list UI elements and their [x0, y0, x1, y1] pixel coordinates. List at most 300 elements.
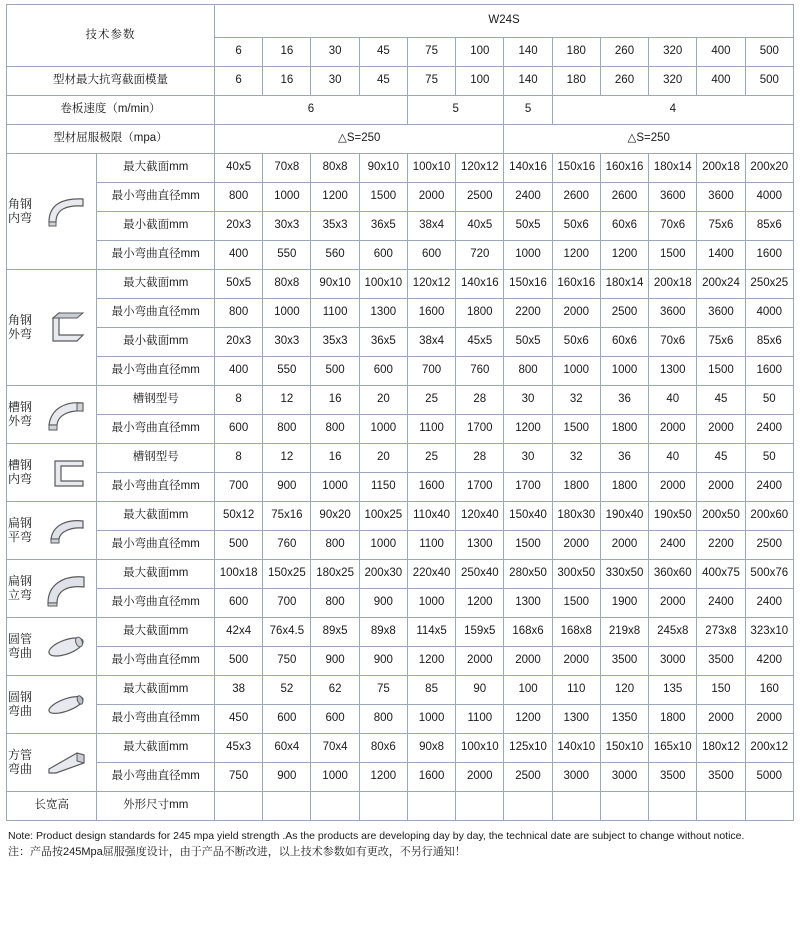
data-cell: 220x40: [407, 560, 455, 589]
data-cell: 160x16: [552, 270, 600, 299]
data-cell: 120x12: [407, 270, 455, 299]
data-cell: 2500: [600, 299, 648, 328]
data-cell: 50x5: [215, 270, 263, 299]
footer-cell: [504, 792, 552, 821]
data-cell: 1200: [359, 763, 407, 792]
data-cell: 1200: [311, 183, 359, 212]
row-label: 槽钢型号: [97, 386, 215, 415]
data-cell: 38x4: [407, 212, 455, 241]
group-name-text: 扁钢 立弯: [7, 573, 32, 602]
group-label-angle-steel-inner-bend: [7, 154, 97, 270]
info-cell: 180: [552, 67, 600, 96]
data-cell: 250x25: [745, 270, 793, 299]
row-label: 最小弯曲直径mm: [97, 183, 215, 212]
model-column-header: 100: [456, 38, 504, 67]
data-cell: 3500: [697, 647, 745, 676]
group-name-text: 槽钢 内弯: [7, 457, 32, 486]
data-cell: 1500: [504, 531, 552, 560]
info-cell-span: △S=250: [215, 125, 504, 154]
data-cell: 110: [552, 676, 600, 705]
data-cell: 40: [649, 386, 697, 415]
footer-row-label: 外形尺寸mm: [97, 792, 215, 821]
data-row: [7, 589, 794, 618]
data-cell: 85x6: [745, 212, 793, 241]
data-cell: 550: [263, 357, 311, 386]
row-label: 最小弯曲直径mm: [97, 647, 215, 676]
model-series-label: W24S: [215, 5, 794, 38]
group-label-square-pipe-bend: [7, 734, 97, 792]
data-cell: 200x12: [745, 734, 793, 763]
info-row-label: 型材屈服极限（mpa）: [7, 125, 215, 154]
data-cell: 150x16: [504, 270, 552, 299]
data-cell: 12: [263, 444, 311, 473]
data-cell: 80x8: [263, 270, 311, 299]
data-cell: 100x10: [359, 270, 407, 299]
data-cell: 45x3: [215, 734, 263, 763]
data-cell: 900: [359, 647, 407, 676]
model-column-header: 16: [263, 38, 311, 67]
data-cell: 1300: [359, 299, 407, 328]
data-cell: 600: [215, 589, 263, 618]
data-cell: 1100: [407, 415, 455, 444]
data-cell: 120: [600, 676, 648, 705]
model-column-header: 400: [697, 38, 745, 67]
info-cell: 100: [456, 67, 504, 96]
data-cell: 3600: [649, 183, 697, 212]
data-cell: 3000: [552, 763, 600, 792]
footer-cell: [649, 792, 697, 821]
row-label: 最大截面mm: [97, 676, 215, 705]
data-cell: 150x40: [504, 502, 552, 531]
footer-cell: [456, 792, 504, 821]
data-row: [7, 502, 794, 531]
group-name-text: 圆管 弯曲: [7, 631, 32, 660]
data-cell: 70x6: [649, 328, 697, 357]
data-cell: 1600: [407, 299, 455, 328]
data-cell: 1000: [407, 589, 455, 618]
data-row: [7, 212, 794, 241]
data-cell: 100x10: [407, 154, 455, 183]
data-cell: 180x25: [311, 560, 359, 589]
data-row: [7, 299, 794, 328]
data-cell: 500: [215, 531, 263, 560]
data-row: [7, 328, 794, 357]
data-cell: 28: [456, 386, 504, 415]
data-cell: 800: [359, 705, 407, 734]
data-cell: 560: [311, 241, 359, 270]
data-cell: 500x76: [745, 560, 793, 589]
header-row-title: [7, 5, 794, 38]
data-cell: 1000: [504, 241, 552, 270]
data-cell: 200x18: [697, 154, 745, 183]
data-cell: 8: [215, 386, 263, 415]
data-cell: 1500: [359, 183, 407, 212]
group-label-flat-steel-flat-bend: [7, 502, 97, 560]
data-cell: 140x16: [456, 270, 504, 299]
data-cell: 70x6: [649, 212, 697, 241]
data-cell: 50: [745, 386, 793, 415]
data-cell: 273x8: [697, 618, 745, 647]
data-cell: 3500: [649, 763, 697, 792]
data-cell: 100x25: [359, 502, 407, 531]
data-cell: 20x3: [215, 212, 263, 241]
data-cell: 20: [359, 386, 407, 415]
data-cell: 2500: [745, 531, 793, 560]
data-cell: 1150: [359, 473, 407, 502]
data-cell: 2400: [649, 531, 697, 560]
data-cell: 16: [311, 386, 359, 415]
data-cell: 1000: [552, 357, 600, 386]
group-label-flat-steel-edge-bend: [7, 560, 97, 618]
data-cell: 600: [215, 415, 263, 444]
data-cell: 2500: [456, 183, 504, 212]
data-cell: 8: [215, 444, 263, 473]
data-cell: 168x6: [504, 618, 552, 647]
data-cell: 2400: [504, 183, 552, 212]
data-cell: 45x5: [456, 328, 504, 357]
row-label: 最大截面mm: [97, 502, 215, 531]
data-cell: 400x75: [697, 560, 745, 589]
row-label: 最小弯曲直径mm: [97, 415, 215, 444]
data-cell: 2200: [697, 531, 745, 560]
data-cell: 3500: [600, 647, 648, 676]
data-cell: 2000: [504, 647, 552, 676]
group-name-text: 角钢 外弯: [7, 312, 32, 341]
data-cell: 1200: [552, 241, 600, 270]
data-cell: 114x5: [407, 618, 455, 647]
info-cell-span: 5: [504, 96, 552, 125]
row-label: 最小截面mm: [97, 328, 215, 357]
data-cell: 50x5: [504, 212, 552, 241]
note-chinese: 注：产品按245Mpa屈服强度设计，由于产品不断改进，以上技术参数如有更改，不另行通知！: [8, 846, 466, 859]
data-cell: 85x6: [745, 328, 793, 357]
data-cell: 1200: [407, 647, 455, 676]
round-steel-bend-icon: [35, 685, 96, 725]
data-cell: 800: [504, 357, 552, 386]
data-row: [7, 415, 794, 444]
data-cell: 25: [407, 444, 455, 473]
group-label-round-steel-bend: [7, 676, 97, 734]
data-cell: 180x12: [697, 734, 745, 763]
row-label: 最小弯曲直径mm: [97, 763, 215, 792]
data-cell: 150: [697, 676, 745, 705]
data-row: [7, 676, 794, 705]
data-cell: 1000: [263, 299, 311, 328]
data-cell: 2000: [456, 763, 504, 792]
data-cell: 36: [600, 444, 648, 473]
channel-steel-outer-bend-icon: [35, 395, 96, 435]
model-column-header: 6: [215, 38, 263, 67]
data-cell: 1600: [407, 763, 455, 792]
data-cell: 2000: [552, 647, 600, 676]
data-cell: 90x20: [311, 502, 359, 531]
data-cell: 135: [649, 676, 697, 705]
data-cell: 90x8: [407, 734, 455, 763]
data-cell: 4200: [745, 647, 793, 676]
group-name-text: 圆钢 弯曲: [7, 689, 32, 718]
data-cell: 89x5: [311, 618, 359, 647]
data-cell: 75x16: [263, 502, 311, 531]
data-cell: 550: [263, 241, 311, 270]
model-column-header: 140: [504, 38, 552, 67]
data-cell: 150x16: [552, 154, 600, 183]
data-cell: 2000: [600, 531, 648, 560]
data-cell: 30x3: [263, 212, 311, 241]
data-cell: 2000: [649, 473, 697, 502]
data-cell: 90x10: [311, 270, 359, 299]
angle-steel-outer-bend-icon: [35, 308, 96, 348]
data-cell: 900: [359, 589, 407, 618]
data-cell: 900: [311, 647, 359, 676]
data-cell: 100: [504, 676, 552, 705]
data-cell: 30: [504, 444, 552, 473]
data-cell: 80x8: [311, 154, 359, 183]
data-cell: 150x25: [263, 560, 311, 589]
data-cell: 38: [215, 676, 263, 705]
group-label-round-pipe-bend: [7, 618, 97, 676]
row-label: 最小弯曲直径mm: [97, 705, 215, 734]
info-cell: 45: [359, 67, 407, 96]
data-cell: 800: [263, 415, 311, 444]
specification-table: [6, 4, 794, 821]
data-cell: 600: [263, 705, 311, 734]
data-cell: 360x60: [649, 560, 697, 589]
data-cell: 70x4: [311, 734, 359, 763]
footer-cell: [215, 792, 263, 821]
data-cell: 120x12: [456, 154, 504, 183]
data-cell: 1300: [649, 357, 697, 386]
info-cell-span: 4: [552, 96, 793, 125]
data-cell: 2400: [745, 589, 793, 618]
flat-steel-flat-bend-icon: [35, 511, 96, 551]
data-cell: 75x6: [697, 328, 745, 357]
group-label-channel-steel-outer-bend: [7, 386, 97, 444]
info-row-label: 卷板速度（m/min）: [7, 96, 215, 125]
data-cell: 38x4: [407, 328, 455, 357]
data-cell: 1500: [649, 241, 697, 270]
data-cell: 2000: [552, 299, 600, 328]
footer-cell: [697, 792, 745, 821]
group-name-text: 角钢 内弯: [7, 196, 32, 225]
footer-cell: [407, 792, 455, 821]
info-cell: 260: [600, 67, 648, 96]
data-cell: 600: [407, 241, 455, 270]
data-cell: 2200: [504, 299, 552, 328]
data-cell: 760: [263, 531, 311, 560]
data-cell: 1600: [745, 357, 793, 386]
data-cell: 200x60: [745, 502, 793, 531]
data-cell: 500: [215, 647, 263, 676]
info-cell: 30: [311, 67, 359, 96]
data-cell: 75x6: [697, 212, 745, 241]
data-cell: 2600: [600, 183, 648, 212]
data-cell: 60x6: [600, 212, 648, 241]
info-row: [7, 96, 794, 125]
data-cell: 280x50: [504, 560, 552, 589]
data-cell: 125x10: [504, 734, 552, 763]
data-cell: 3600: [697, 183, 745, 212]
row-label: 最小弯曲直径mm: [97, 589, 215, 618]
group-label-channel-steel-inner-bend: [7, 444, 97, 502]
data-cell: 200x24: [697, 270, 745, 299]
data-cell: 50x6: [552, 328, 600, 357]
data-row: [7, 154, 794, 183]
footer-cell: [359, 792, 407, 821]
data-cell: 3600: [649, 299, 697, 328]
data-cell: 20: [359, 444, 407, 473]
info-cell: 75: [407, 67, 455, 96]
data-row: [7, 647, 794, 676]
row-label: 最小弯曲直径mm: [97, 357, 215, 386]
info-cell: 6: [215, 67, 263, 96]
row-label: 最小弯曲直径mm: [97, 473, 215, 502]
data-cell: 4000: [745, 183, 793, 212]
data-cell: 400: [215, 241, 263, 270]
data-cell: 1000: [600, 357, 648, 386]
data-cell: 700: [407, 357, 455, 386]
data-cell: 110x40: [407, 502, 455, 531]
data-cell: 1100: [311, 299, 359, 328]
data-cell: 25: [407, 386, 455, 415]
data-cell: 168x8: [552, 618, 600, 647]
row-label: 最大截面mm: [97, 270, 215, 299]
data-cell: 200x20: [745, 154, 793, 183]
group-name-text: 扁钢 平弯: [7, 515, 32, 544]
data-cell: 180x14: [600, 270, 648, 299]
data-cell: 120x40: [456, 502, 504, 531]
data-cell: 20x3: [215, 328, 263, 357]
data-cell: 90: [456, 676, 504, 705]
data-cell: 90x10: [359, 154, 407, 183]
data-cell: 85: [407, 676, 455, 705]
data-cell: 1000: [311, 473, 359, 502]
data-cell: 76x4.5: [263, 618, 311, 647]
info-cell-span: △S=250: [504, 125, 794, 154]
model-column-header: 500: [745, 38, 793, 67]
data-cell: 36x5: [359, 328, 407, 357]
data-cell: 160x16: [600, 154, 648, 183]
data-cell: 2000: [407, 183, 455, 212]
data-cell: 160: [745, 676, 793, 705]
data-cell: 1800: [600, 473, 648, 502]
data-cell: 2000: [649, 415, 697, 444]
group-label-angle-steel-outer-bend: [7, 270, 97, 386]
square-pipe-bend-icon: [35, 743, 96, 783]
data-row: [7, 357, 794, 386]
data-cell: 1200: [600, 241, 648, 270]
data-cell: 1200: [504, 705, 552, 734]
data-row: [7, 734, 794, 763]
round-pipe-bend-icon: [35, 627, 96, 667]
data-cell: 1300: [504, 589, 552, 618]
data-cell: 300x50: [552, 560, 600, 589]
footer-cell: [263, 792, 311, 821]
channel-steel-inner-bend-icon: [35, 453, 96, 493]
footer-row: [7, 792, 794, 821]
data-cell: 750: [215, 763, 263, 792]
footer-cell: [600, 792, 648, 821]
data-cell: 2000: [552, 531, 600, 560]
data-cell: 30x3: [263, 328, 311, 357]
data-cell: 700: [263, 589, 311, 618]
data-cell: 1600: [745, 241, 793, 270]
data-cell: 750: [263, 647, 311, 676]
data-cell: 400: [215, 357, 263, 386]
data-cell: 50x5: [504, 328, 552, 357]
data-cell: 900: [263, 473, 311, 502]
data-cell: 1700: [504, 473, 552, 502]
data-cell: 140x16: [504, 154, 552, 183]
data-cell: 1100: [456, 705, 504, 734]
data-cell: 200x50: [697, 502, 745, 531]
data-cell: 245x8: [649, 618, 697, 647]
data-cell: 2400: [745, 473, 793, 502]
tech-params-label: 技术参数: [7, 5, 215, 67]
data-cell: 1800: [600, 415, 648, 444]
data-cell: 323x10: [745, 618, 793, 647]
data-cell: 1800: [456, 299, 504, 328]
data-cell: 190x40: [600, 502, 648, 531]
data-cell: 30: [504, 386, 552, 415]
data-cell: 2000: [697, 415, 745, 444]
data-cell: 3000: [649, 647, 697, 676]
data-cell: 2000: [456, 647, 504, 676]
data-cell: 60x4: [263, 734, 311, 763]
data-cell: 40x5: [456, 212, 504, 241]
data-cell: 760: [456, 357, 504, 386]
data-cell: 2500: [504, 763, 552, 792]
footer-notes: [6, 828, 794, 861]
model-column-header: 260: [600, 38, 648, 67]
data-cell: 140x10: [552, 734, 600, 763]
data-row: [7, 531, 794, 560]
data-cell: 100x10: [456, 734, 504, 763]
row-label: 最小弯曲直径mm: [97, 241, 215, 270]
data-cell: 330x50: [600, 560, 648, 589]
data-cell: 32: [552, 386, 600, 415]
data-cell: 200x30: [359, 560, 407, 589]
info-cell: 500: [745, 67, 793, 96]
data-cell: 1600: [407, 473, 455, 502]
data-cell: 50x12: [215, 502, 263, 531]
data-cell: 50: [745, 444, 793, 473]
data-cell: 45: [697, 444, 745, 473]
data-cell: 1100: [407, 531, 455, 560]
row-label: 最小截面mm: [97, 212, 215, 241]
data-cell: 3500: [697, 763, 745, 792]
row-label: 最大截面mm: [97, 560, 215, 589]
data-row: [7, 705, 794, 734]
data-cell: 5000: [745, 763, 793, 792]
info-cell: 320: [649, 67, 697, 96]
data-cell: 1700: [456, 473, 504, 502]
data-cell: 900: [263, 763, 311, 792]
data-cell: 1800: [552, 473, 600, 502]
data-cell: 60x6: [600, 328, 648, 357]
data-cell: 12: [263, 386, 311, 415]
row-label: 最大截面mm: [97, 154, 215, 183]
data-cell: 159x5: [456, 618, 504, 647]
data-cell: 1900: [600, 589, 648, 618]
data-cell: 1300: [552, 705, 600, 734]
data-cell: 32: [552, 444, 600, 473]
data-cell: 1700: [456, 415, 504, 444]
row-label: 槽钢型号: [97, 444, 215, 473]
data-cell: 1000: [263, 183, 311, 212]
data-cell: 52: [263, 676, 311, 705]
angle-steel-inner-bend-icon: [35, 192, 96, 232]
data-cell: 165x10: [649, 734, 697, 763]
